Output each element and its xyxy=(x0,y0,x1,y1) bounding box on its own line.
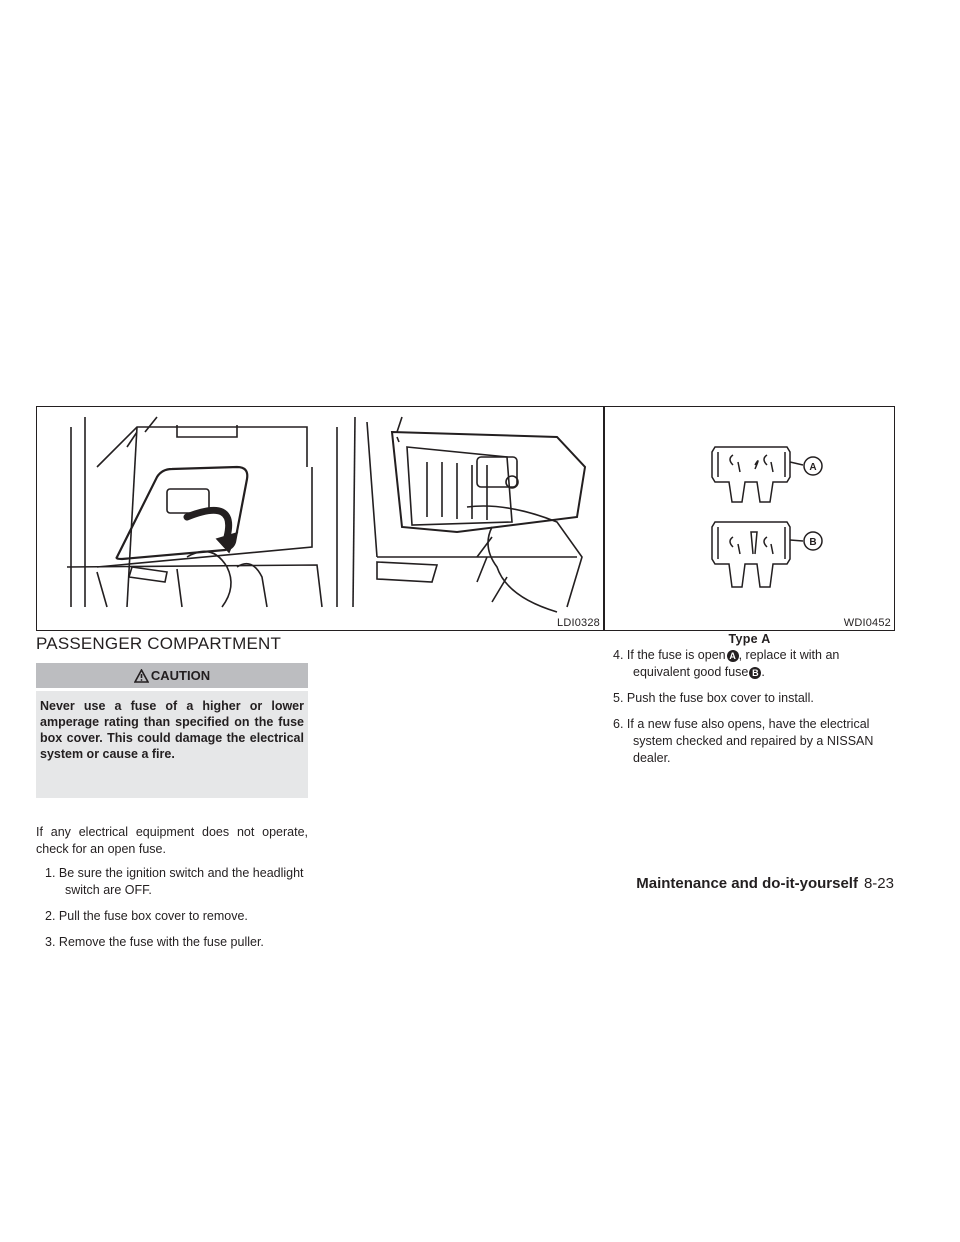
caution-heading xyxy=(36,663,308,688)
caution-box xyxy=(36,663,308,809)
figure-code-right: WDI0452 xyxy=(843,617,891,629)
list-item: 5. Push the fuse box cover to install. xyxy=(613,691,814,705)
marker-a: A xyxy=(727,650,739,662)
fuse-type-caption: Type A xyxy=(728,632,771,646)
fuse-label-a: A xyxy=(809,462,817,473)
list-item: 3. Remove the fuse with the fuse puller. xyxy=(45,935,264,949)
steps-list-left xyxy=(36,865,308,960)
caution-label: CAUTION xyxy=(150,668,211,683)
list-item: 2. Pull the fuse box cover to remove. xyxy=(45,909,248,923)
fuse-box-illustration xyxy=(37,407,603,630)
fuse-types-figure xyxy=(604,406,895,631)
list-item: 1. Be sure the ignition switch and the headlight switch are OFF. xyxy=(45,866,304,897)
fuse-label-b: B xyxy=(809,537,817,548)
page-number: 8-23 xyxy=(863,875,894,892)
steps-list-right xyxy=(604,647,895,776)
section-title: PASSENGER COMPARTMENT xyxy=(36,634,282,653)
page-footer xyxy=(636,875,894,892)
caution-text: Never use a fuse of a higher or lower amperage rating than specified on the fuse box cover. This could damage the electrical system or cause a fire. xyxy=(36,691,308,798)
list-item: 6. If a new fuse also opens, have the electrical system checked and repaired by a NISSAN dealer. xyxy=(613,717,874,765)
list-item: 4. If the fuse is open A , replace it with an equivalent good fuse B . xyxy=(613,648,840,679)
marker-b: B xyxy=(749,667,761,679)
figure-code-left: LDI0328 xyxy=(557,617,600,629)
warning-triangle-icon xyxy=(134,669,149,683)
intro-paragraph: If any electrical equipment does not operate, check for an open fuse. xyxy=(36,825,308,856)
footer-section: Maintenance and do-it-yourself xyxy=(636,875,858,892)
fuse-box-location-figure xyxy=(36,406,604,631)
fuse-diagram xyxy=(605,407,894,630)
